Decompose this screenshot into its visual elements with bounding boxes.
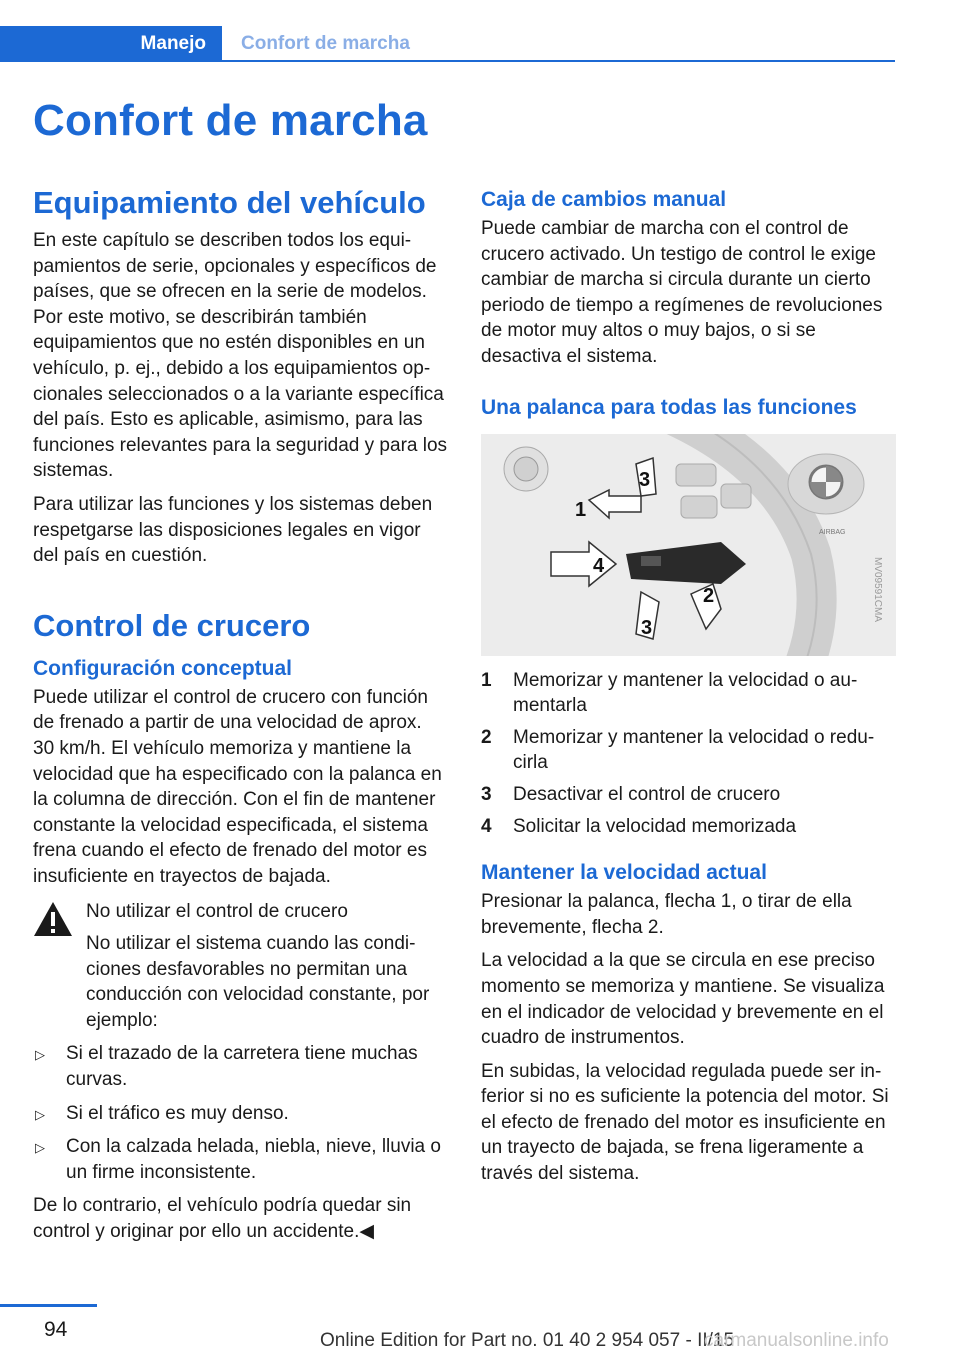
tab-manejo[interactable]: Manejo: [0, 26, 222, 62]
paragraph-configuracion: Puede utilizar el control de crucero con función de frenado a partir de una velocidad de aprox. 30 km/h. El vehículo memoriza y mantiene la velocidad que ha especificado con la palanca en la columna de dirección. Con el fin de mantener constante la velocidad especificada, el sistema frena cuando el efecto de frenado del motor es insuficiente en trayectos de bajada.: [33, 686, 442, 887]
bullet-marker-icon: ▷: [35, 1140, 45, 1156]
list-item: ▷ Si el tráfico es muy denso.: [33, 1101, 448, 1127]
paragraph-mantener-3: En subidas, la velocidad regulada puede ser inferior si no es suficiente la potencia del motor. Si el efecto de frenado del motor es insuficiente en un trayecto de bajada, se frena ligeramente a través del sistema.: [481, 1060, 889, 1185]
list-item: 3 Desactivar el control de crucero: [481, 783, 781, 805]
list-item: 4 Solicitar la velocidad memorizada: [481, 815, 797, 837]
heading-caja-manual: Caja de cambios manual: [481, 188, 727, 211]
list-item: 2 Memorizar y mantener la velocidad o reducirla: [481, 726, 875, 774]
nav-underline: [0, 60, 895, 62]
paragraph-warning-end: De lo contrario, el vehículo podría quedar sin control y originar por ello un accidente.◀: [33, 1195, 412, 1242]
right-column: [481, 184, 896, 1195]
heading-control-crucero: Control de crucero: [33, 607, 311, 643]
list-item: ▷ Con la calzada helada, niebla, nieve, lluvia o un firme inconsistente.: [35, 1136, 441, 1183]
warning-text: No utilizar el sistema cuando las condiciones desfavorables no permitan una conducción con velocidad constante, por ejemplo:: [86, 933, 430, 1031]
arrow-label-4: 4: [593, 554, 605, 577]
left-column: [33, 184, 448, 1253]
heading-mantener-velocidad: Mantener la velocidad actual: [481, 861, 767, 885]
tab-confort-de-marcha[interactable]: Confort de marcha: [241, 33, 410, 54]
airbag-label: AIRBAG: [819, 528, 846, 536]
arrow-label-1: 1: [575, 498, 587, 521]
top-navigation: [0, 26, 895, 62]
page-number: 94: [44, 1318, 68, 1341]
paragraph-equipamiento-1: En este capítulo se describen todos los equipamientos de serie, opcionales y específicos de países, que se ofrecen en la serie de modelos. Por este motivo, se describirán también equipamientos que no estén disponibles en un vehículo, p. ej., debido a los equipamientos opcionales seleccionados o a la variante específica del país. Esto es aplicable, asimismo, para las funciones relevantes para la seguridad y para los sistemas.: [33, 230, 448, 482]
edition-text: Online Edition for Part no. 01 40 2 954 057 - II/15: [320, 1330, 735, 1351]
paragraph-caja-manual: Puede cambiar de marcha con el control de crucero activado. Un testigo de control le exige cambiar de marcha si circula durante un cierto periodo de tiempo a regímenes de revoluciones de motor muy altos o muy bajos, o si se desactiva el sistema.: [481, 218, 883, 367]
page-title: Confort de marcha: [33, 96, 428, 145]
watermark: carmanualsonline.info: [704, 1330, 889, 1351]
bullet-marker-icon: ▷: [35, 1047, 45, 1063]
warning-block: [33, 899, 448, 1033]
paragraph-equipamiento-2: Para utilizar las funciones y los sistemas deben respetgarse las disposiciones legales en vigor del país en cuestión.: [33, 493, 433, 567]
warning-title: No utilizar el control de crucero: [86, 901, 348, 923]
heading-configuracion: Configuración conceptual: [33, 656, 293, 680]
arrow-label-3-top: 3: [639, 468, 651, 491]
heading-palanca: Una palanca para todas las funciones: [481, 395, 857, 419]
figure-code: MV09591CMA: [871, 556, 883, 622]
arrow-label-3-bottom: 3: [641, 616, 653, 639]
heading-equipamiento: Equipamiento del vehículo: [33, 185, 426, 220]
figure-legend: [481, 668, 896, 840]
steering-wheel-illustration: [481, 434, 896, 656]
arrow-label-2: 2: [703, 584, 715, 607]
warning-bullet-list: [33, 1041, 448, 1185]
paragraph-mantener-1: Presionar la palanca, flecha 1, o tirar de ella brevemente, flecha 2.: [481, 891, 852, 938]
list-item: 1 Memorizar y mantener la velocidad o aumentarla: [481, 669, 858, 717]
warning-triangle-icon: [33, 901, 73, 937]
cruise-control-lever-figure: [481, 434, 896, 656]
paragraph-mantener-2: La velocidad a la que se circula en ese preciso momento se memoriza y mantiene. Se visualiza en el indicador de velocidad y brevemente en el cuadro de instrumentos.: [481, 950, 885, 1049]
footer-rule: [0, 1304, 97, 1307]
list-item: ▷ Si el trazado de la carretera tiene muchas curvas.: [35, 1043, 418, 1091]
bullet-marker-icon: ▷: [35, 1106, 45, 1122]
